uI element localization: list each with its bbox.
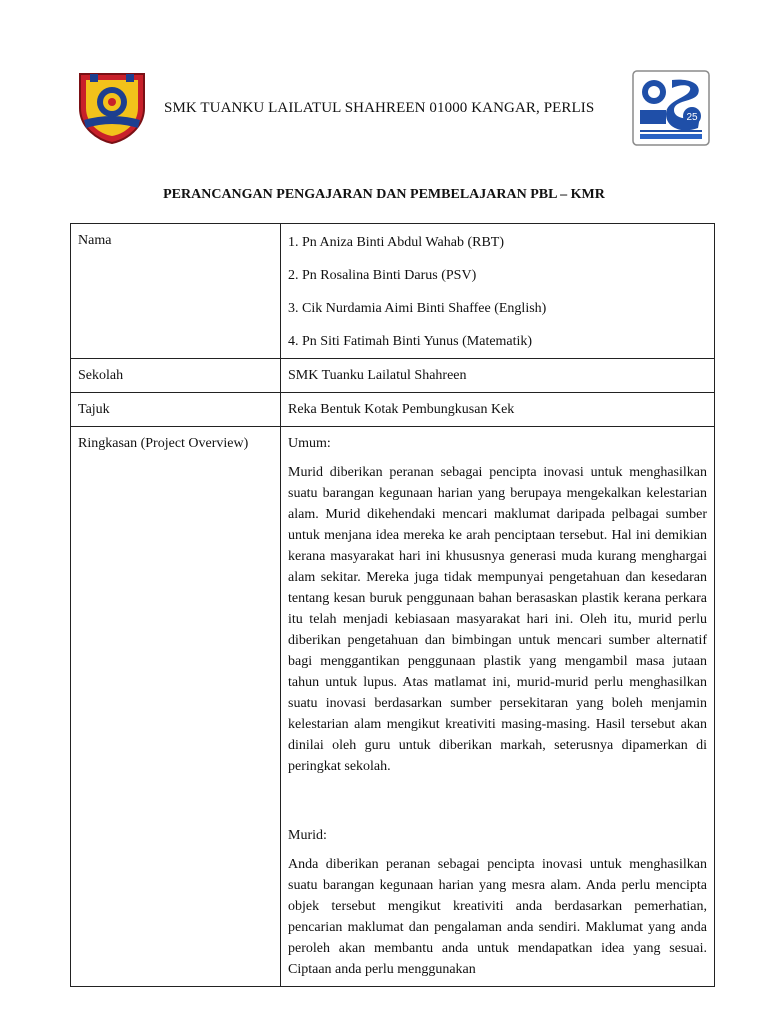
murid-heading: Murid:	[288, 828, 327, 843]
table-row-sekolah	[71, 359, 715, 393]
name-item: 1. Pn Aniza Binti Abdul Wahab (RBT)	[288, 235, 504, 250]
emblem-25-icon	[632, 70, 710, 146]
tajuk-label: Tajuk	[71, 393, 281, 427]
tajuk-value: Reka Bentuk Kotak Pembungkusan Kek	[281, 393, 715, 427]
table-row-nama	[71, 224, 715, 359]
sekolah-label: Sekolah	[71, 359, 281, 393]
document-title: PERANCANGAN PENGAJARAN DAN PEMBELAJARAN PBL – KMR	[163, 187, 605, 202]
name-item: 2. Pn Rosalina Binti Darus (PSV)	[288, 268, 477, 283]
table-row-tajuk	[71, 393, 715, 427]
pbl-info-table	[70, 223, 715, 987]
document-header	[76, 68, 710, 148]
school-name: SMK TUANKU LAILATUL SHAHREEN 01000 KANGAR, PERLIS	[164, 100, 595, 116]
sekolah-value: SMK Tuanku Lailatul Shahreen	[281, 359, 715, 393]
table-row-ringkasan	[71, 427, 715, 987]
umum-heading: Umum:	[288, 436, 331, 451]
emblem-number: 25	[686, 112, 698, 123]
umum-paragraph: Murid diberikan peranan sebagai pencipta inovasi untuk menghasilkan suatu barangan kegunaan harian yang berupaya mengekalkan kelestarian alam. Murid dikehendaki mencari maklumat daripada pelbagai sumber untuk menjana idea mereka ke arah penciptaan tersebut. Hal ini demikian kerana masyarakat hari ini khususnya generasi muda kurang menghargai alam sekitar. Mereka juga tidak mempunyai pengetahuan dan kesedaran tentang kesan buruk penggunaan bahan berasaskan plastik kerana perkara itu telah menjadi kebiasaan masyarakat hari ini. Oleh itu, murid perlu diberikan pengetahuan dan bimbingan untuk mencari sumber alternatif bagi menggantikan penggunaan plastik yang mengambil masa jutaan tahun untuk lupus. Atas matlamat ini, murid-murid perlu menghasilkan suatu inovasi berdasarkan sumber persekitaran yang boleh menjamin kelestarian alam mengikut kreativiti masing-masing. Hasil tersebut akan dinilai oleh guru untuk diberikan markah, seterusnya dipamerkan di peringkat sekolah.	[288, 465, 707, 774]
murid-paragraph: Anda diberikan peranan sebagai pencipta inovasi untuk menghasilkan suatu barangan kegunaan harian yang mesra alam. Anda perlu mencipta objek tersebut mengikut kreativiti anda berdasarkan pemerhatian, pencarian maklumat dan pengalaman anda sendiri. Maklumat yang anda peroleh akan membantu anda untuk mendapatkan idea yang sesuai. Ciptaan anda perlu menggunakan	[288, 857, 707, 977]
names-cell	[281, 224, 715, 359]
school-crest-icon	[76, 68, 148, 144]
nama-label: Nama	[71, 224, 281, 359]
ringkasan-cell	[281, 427, 715, 987]
name-item: 3. Cik Nurdamia Aimi Binti Shaffee (English)	[288, 301, 547, 316]
name-item: 4. Pn Siti Fatimah Binti Yunus (Matematik)	[288, 334, 533, 349]
ringkasan-label: Ringkasan (Project Overview)	[71, 427, 281, 987]
